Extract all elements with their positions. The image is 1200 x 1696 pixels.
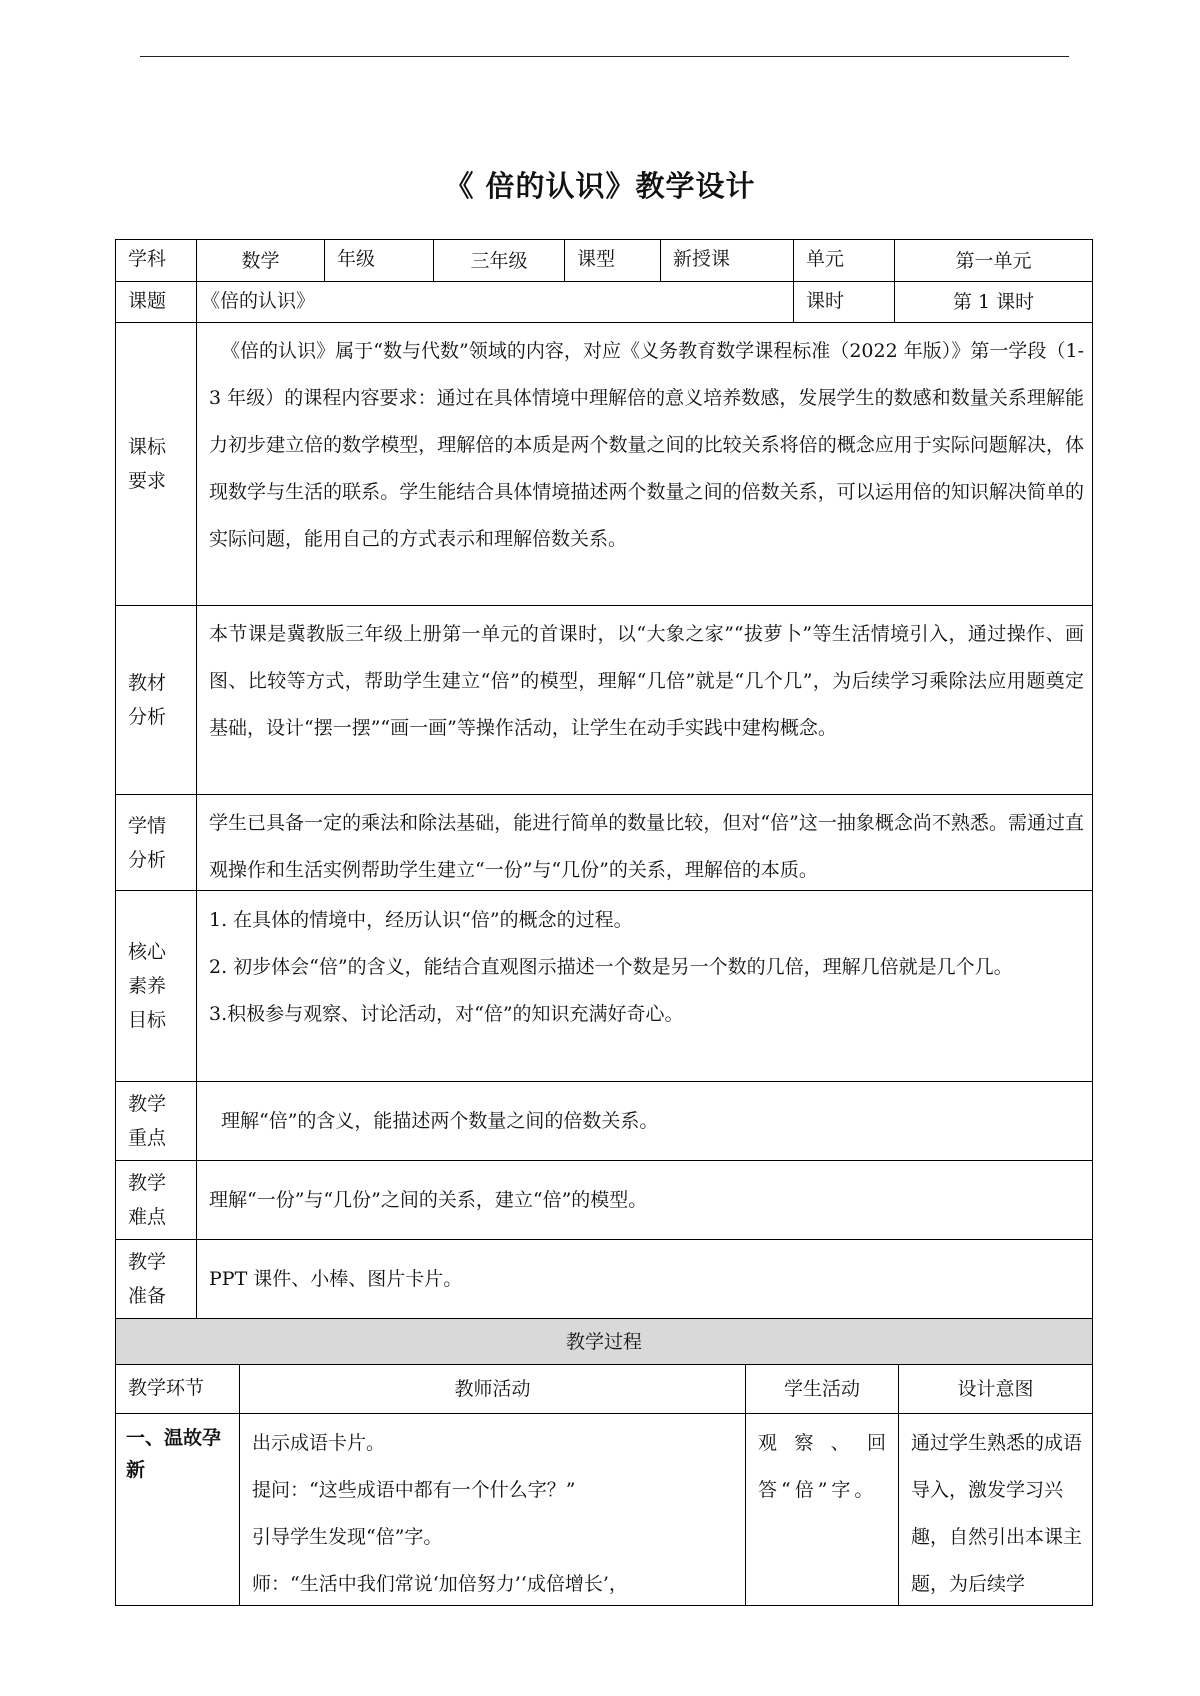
teacher-activity-line: 引导学生发现“倍”字。 bbox=[252, 1526, 443, 1548]
process-stage: 一、温故孕新 bbox=[115, 1413, 240, 1606]
difficulty-text: 理解“一份”与“几份”之间的关系，建立“倍”的模型。 bbox=[196, 1160, 1093, 1240]
prep-text: PPT 课件、小棒、图片卡片。 bbox=[196, 1239, 1093, 1319]
unit-value: 第一单元 bbox=[894, 239, 1093, 282]
grade-value: 三年级 bbox=[433, 239, 565, 282]
topic-label: 课题 bbox=[115, 281, 197, 323]
subject-label: 学科 bbox=[115, 239, 197, 282]
curriculum-text: 《倍的认识》属于“数与代数”领域的内容，对应《义务教育数学课程标准（2022 年版）》第一学段（1-3 年级）的课程内容要求：通过在具体情境中理解倍的意义培养数感，发展学生的数感和数量关系理解能力初步建立倍的数学模型，理解倍的本质是两个数量之间的比较关系将倍的概念应用于实际问题解决，体现数学与生活的联系。学生能结合具体情境描述两个数量之间的倍数关系，可以运用倍的知识解决简单的实际问题，能用自己的方式表示和理解倍数关系。 bbox=[196, 322, 1093, 606]
student-activity: 观察、回答“倍”字。 bbox=[745, 1413, 899, 1606]
process-title: 教学过程 bbox=[115, 1318, 1093, 1365]
process-header-stage: 教学环节 bbox=[115, 1364, 240, 1414]
process-header-student: 学生活动 bbox=[745, 1364, 899, 1414]
document-title: 《 倍的认识》教学设计 bbox=[444, 169, 756, 203]
students-label: 学情 分析 bbox=[115, 794, 197, 891]
prep-label: 教学 准备 bbox=[115, 1239, 197, 1319]
difficulty-label: 教学 难点 bbox=[115, 1160, 197, 1240]
goals-label: 核心 素养 目标 bbox=[115, 890, 197, 1082]
material-text: 本节课是冀教版三年级上册第一单元的首课时，以“大象之家”“拔萝卜”等生活情境引入，通过操作、画图、比较等方式，帮助学生建立“倍”的模型，理解“几倍”就是“几个几”，为后续学习乘除法应用题奠定基础，设计“摆一摆”“画一画”等操作活动，让学生在动手实践中建构概念。 bbox=[196, 605, 1093, 795]
period-value: 第 1 课时 bbox=[894, 281, 1093, 323]
design-intent: 通过学生熟悉的成语导入，激发学习兴趣，自然引出本课主题，为后续学 bbox=[898, 1413, 1093, 1606]
unit-label: 单元 bbox=[793, 239, 895, 282]
process-header-intent: 设计意图 bbox=[898, 1364, 1093, 1414]
teacher-activity bbox=[239, 1413, 746, 1606]
topic-value: 《倍的认识》 bbox=[196, 281, 794, 323]
goal-item: 1. 在具体的情境中，经历认识“倍”的概念的过程。 bbox=[209, 909, 633, 931]
goal-item: 3.积极参与观察、讨论活动，对“倍”的知识充满好奇心。 bbox=[209, 1003, 684, 1025]
key-point-label: 教学 重点 bbox=[115, 1081, 197, 1161]
lesson-type-label: 课型 bbox=[564, 239, 661, 282]
goal-item: 2. 初步体会“倍”的含义，能结合直观图示描述一个数是另一个数的几倍，理解几倍就是几个几。 bbox=[209, 956, 1013, 978]
teacher-activity-line: 出示成语卡片。 bbox=[252, 1432, 386, 1454]
period-label: 课时 bbox=[793, 281, 895, 323]
goals-list bbox=[196, 890, 1093, 1082]
grade-label: 年级 bbox=[324, 239, 434, 282]
material-label: 教材 分析 bbox=[115, 605, 197, 795]
curriculum-label: 课标 要求 bbox=[115, 322, 197, 606]
teacher-activity-line: 提问：“这些成语中都有一个什么字？” bbox=[252, 1479, 576, 1501]
subject-value: 数学 bbox=[196, 239, 325, 282]
key-point-text: 理解“倍”的含义，能描述两个数量之间的倍数关系。 bbox=[196, 1081, 1093, 1161]
teacher-activity-line: 师：“生活中我们常说‘加倍努力’‘成倍增长’， bbox=[252, 1573, 628, 1595]
lesson-type-value: 新授课 bbox=[660, 239, 794, 282]
process-header-teacher: 教师活动 bbox=[239, 1364, 746, 1414]
students-text: 学生已具备一定的乘法和除法基础，能进行简单的数量比较，但对“倍”这一抽象概念尚不熟悉。需通过直观操作和生活实例帮助学生建立“一份”与“几份”的关系，理解倍的本质。 bbox=[196, 794, 1093, 891]
